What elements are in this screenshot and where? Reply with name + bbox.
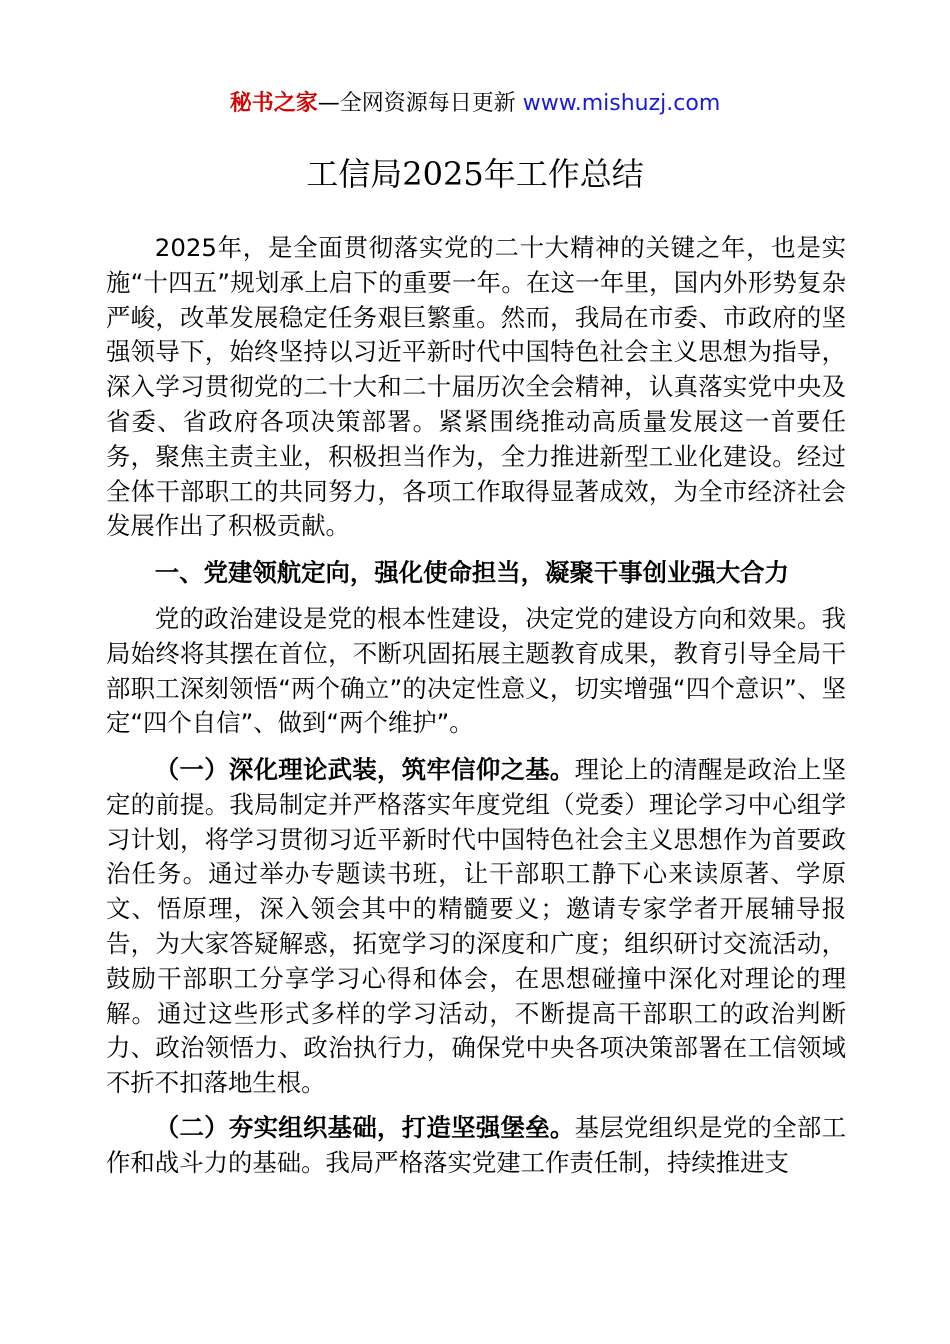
subsection-1 [106,753,846,1101]
section-1-paragraph [106,602,846,741]
header-tagline: —全网资源每日更新 [317,91,523,116]
subsection-1-paragraph [106,753,846,1101]
site-header [0,88,950,120]
section-1 [106,556,846,591]
subsection-1-text: 理论上的清醒是政治上坚定的前提。我局制定并严格落实年度党组（党委）理论学习中心组学习计划，将学习贯彻习近平新时代中国特色社会主义思想作为首要政治任务。通过举办专题读书班，让干部职工静下心来读原著、学原文、悟原理，深入领会其中的精髓要义；邀请专家学者开展辅导报告，为大家答疑解惑，拓宽学习的深度和广度；组织研讨交流活动，鼓励干部职工分享学习心得和体会，在思想碰撞中深化对理论的理解。通过这些形式多样的学习活动，不断提高干部职工的政治判断力、政治领悟力、政治执行力，确保党中央各项决策部署在工信领域不折不扣落地生根。 [106,755,846,1098]
brand-name: 秘书之家 [229,91,318,116]
section-1-heading: 一、党建领航定向，强化使命担当，凝聚干事创业强大合力 [154,558,789,587]
subsection-1-heading: （一）深化理论武装，筑牢信仰之基。 [154,755,575,784]
subsection-2 [106,1111,846,1181]
site-url-link[interactable]: www.mishuzj.com [522,91,721,116]
intro-paragraph [106,231,846,544]
subsection-2-heading: （二）夯实组织基础，打造坚强堡垒。 [154,1113,575,1142]
section-1-text: 党的政治建设是党的根本性建设，决定党的建设方向和效果。我局始终将其摆在首位，不断巩固拓展主题教育成果，教育引导全局干部职工深刻领悟“两个确立”的决定性意义，切实增强“四个意识”、坚定“四个自信”、做到“两个维护”。 [106,604,846,738]
subsection-2-paragraph [106,1111,846,1181]
subsection-2-text: 基层党组织是党的全部工作和战斗力的基础。我局严格落实党建工作责任制，持续推进支 [106,1113,846,1177]
document-title: 工信局2025年工作总结 [306,155,644,193]
intro-text: 2025年，是全面贯彻落实党的二十大精神的关键之年，也是实施“十四五”规划承上启下的重要一年。在这一年里，国内外形势复杂严峻，改革发展稳定任务艰巨繁重。然而，我局在市委、市政府的坚强领导下，始终坚持以习近平新时代中国特色社会主义思想为指导，深入学习贯彻党的二十大和二十届历次全会精神，认真落实党中央及省委、省政府各项决策部署。紧紧围绕推动高质量发展这一首要任务，聚焦主责主业，积极担当作为，全力推进新型工业化建设。经过全体干部职工的共同努力，各项工作取得显著成效，为全市经济社会发展作出了积极贡献。 [106,233,846,541]
